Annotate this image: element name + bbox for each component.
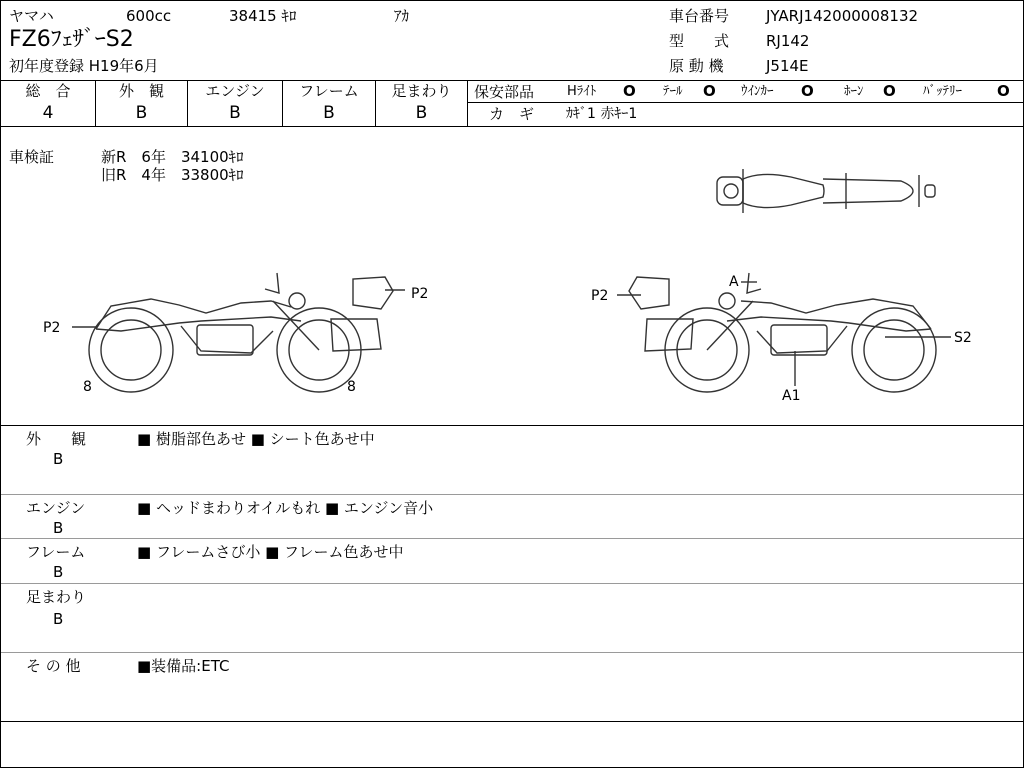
diagram-mark: A	[729, 274, 739, 290]
note-text-other: ■装備品:ETC	[137, 657, 230, 675]
note-title-exterior: 外 観	[26, 430, 87, 448]
engine-model: J514E	[766, 57, 809, 75]
inspection-label: 車検証	[9, 148, 55, 166]
exterior-score: B	[135, 103, 148, 123]
note-title-engine: エンジン	[26, 499, 86, 517]
suspension-label: 足まわり	[391, 82, 452, 100]
model-name: FZ6ﾌｪｻﾞｰS2	[9, 27, 134, 52]
color: ｱｶ	[394, 7, 410, 25]
note-grade-engine: B	[53, 519, 64, 537]
maker: ヤマハ	[9, 7, 54, 25]
total-label: 総 合	[25, 82, 71, 100]
bike-top-view-icon	[717, 169, 935, 213]
diagram-mark: P2	[411, 286, 429, 302]
safety-winker-mark: O	[801, 82, 814, 100]
key-value: ｶｷﾞ1 赤ｷｰ1	[566, 106, 638, 122]
engine-score: B	[229, 103, 241, 123]
safety-horn: ﾎｰﾝ	[844, 84, 864, 99]
safety-headlight-mark: O	[623, 82, 636, 100]
safety-headlight: Hﾗｲﾄ	[567, 84, 597, 99]
displacement: 600cc	[126, 7, 172, 25]
divider	[1, 721, 1023, 722]
note-text-exterior: ■ 樹脂部色あせ ■ シート色あせ中	[137, 430, 375, 448]
safety-taillight-mark: O	[703, 82, 716, 100]
diagram-mark: P2	[591, 288, 609, 304]
note-text-engine: ■ ヘッドまわりオイルもれ ■ エンジン音小	[137, 499, 434, 517]
frame-no-label: 車台番号	[669, 7, 730, 25]
frame-no: JYARJ142000008132	[766, 7, 919, 25]
type-value: RJ142	[766, 32, 810, 50]
frame-label: フレーム	[299, 82, 359, 100]
mileage: 38415 ｷﾛ	[229, 7, 297, 25]
diagram-mark: 8	[347, 379, 356, 395]
engine-label: エンジン	[205, 82, 265, 100]
safety-taillight: ﾃｰﾙ	[663, 84, 683, 99]
motorcycle-diagram	[1, 141, 1023, 413]
diagram-mark: 8	[83, 379, 92, 395]
safety-battery: ﾊﾞｯﾃﾘｰ	[923, 84, 962, 99]
exterior-label: 外 観	[118, 82, 164, 100]
note-grade-suspension: B	[53, 610, 64, 628]
diagram-mark: S2	[954, 330, 972, 346]
divider	[1, 80, 1023, 81]
frame-score: B	[323, 103, 335, 123]
safety-winker: ｳｲﾝｶｰ	[741, 84, 774, 99]
bike-left-side-view-icon	[43, 273, 428, 395]
divider	[1, 425, 1023, 426]
divider	[1, 126, 1023, 127]
diagram-mark: P2	[43, 320, 61, 336]
inspection-old: 旧R 4年 33800ｷﾛ	[101, 166, 244, 184]
suspension-score: B	[415, 103, 428, 123]
first-registration: 初年度登録 H19年6月	[9, 57, 159, 75]
inspection-new: 新R 6年 34100ｷﾛ	[101, 148, 244, 166]
safety-battery-mark: O	[997, 82, 1010, 100]
note-title-other: そ の 他	[26, 657, 81, 675]
note-title-suspension: 足まわり	[26, 588, 87, 606]
bike-right-side-view-icon	[591, 273, 972, 404]
safety-horn-mark: O	[883, 82, 896, 100]
note-grade-frame: B	[53, 563, 64, 581]
type-label: 型 式	[669, 32, 730, 50]
note-text-frame: ■ フレームさび小 ■ フレーム色あせ中	[137, 543, 404, 561]
note-grade-exterior: B	[53, 450, 64, 468]
safety-label: 保安部品	[474, 83, 535, 101]
total-score: 4	[42, 103, 54, 123]
diagram-mark: A1	[782, 388, 801, 404]
engine-model-label: 原 動 機	[669, 57, 724, 75]
key-label: カ ギ	[489, 105, 535, 123]
note-title-frame: フレーム	[26, 543, 86, 561]
